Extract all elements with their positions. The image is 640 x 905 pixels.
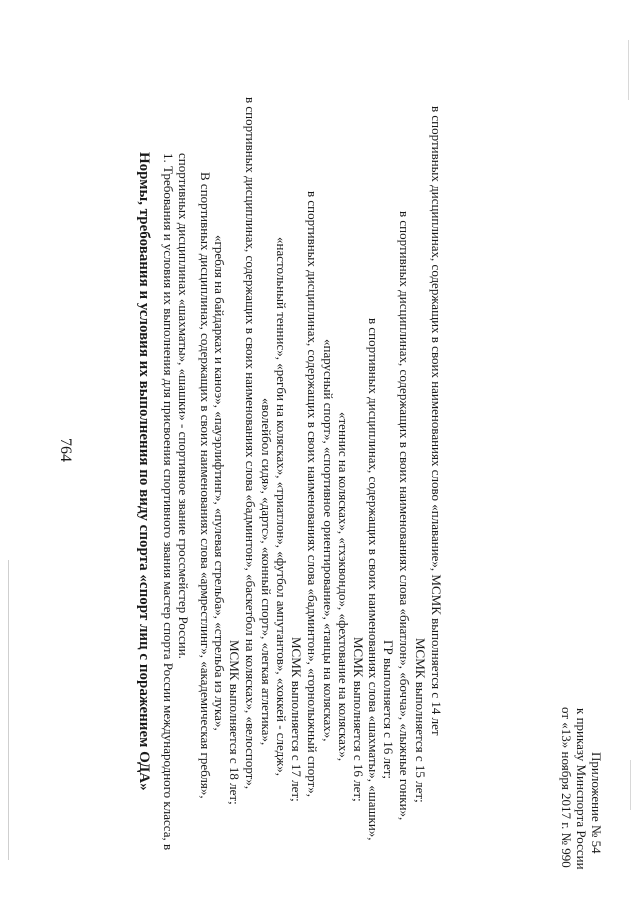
appendix-date-line: от «13» ноября 2017 г. № 990 xyxy=(559,707,574,868)
req-line-10: «теннис на колясках», «тхэквондо», «фехтование на колясках», xyxy=(336,412,351,762)
req-line-12: в спортивных дисциплинах, содержащих в своих наименованиях слова «шахматы», «шашки», xyxy=(366,318,381,841)
req-line-6: «настольный теннис», «регби на колясках», «триатлон», «футбол ампутантов», «хоккей - следж», xyxy=(274,237,289,776)
req-line-8: в спортивных дисциплинах, содержащих в своих наименованиях слова «бадминтон», «горнолыжный спорт», xyxy=(305,191,320,797)
req-line-5: «волейбол сидя», «дартс», «конный спорт», «легкая атлетика», xyxy=(259,398,274,746)
req-line-2: «гребля на байдарках и каноэ», «пауэрлифтинг», «пулевая стрельба», «стрельба из лука», xyxy=(212,235,227,731)
page-number: 764 xyxy=(57,438,74,462)
req-line-3: МСМК выполняется с 18 лет; xyxy=(227,640,242,805)
req-line-9: «парусный спорт», «спортивное ориентирование», «танцы на колясках», xyxy=(321,339,336,742)
req-line-13: ГР выполняется с 16 лет; xyxy=(381,640,396,780)
appendix-number: Приложение № 54 xyxy=(589,752,604,854)
intro-line-2: спортивных дисциплинах «шахматы», «шашки» - спортивное звание гроссмейстер России. xyxy=(176,153,191,659)
req-line-15: МСМК выполняется с 15 лет; xyxy=(413,638,428,803)
req-line-4: в спортивных дисциплинах, содержащих в своих наименованиях слова «бадминтон», «баскетбол на колясках», «велоспорт», xyxy=(243,97,258,790)
req-line-14: в спортивных дисциплинах, содержащих в своих наименованиях слова «биатлон», «бочча», «лыжные гонки», xyxy=(397,211,412,821)
req-line-1: В спортивных дисциплинах, содержащих в своих наименованиях слова «армрестлинг», «академическая гребля», xyxy=(198,172,213,799)
req-line-16: в спортивных дисциплинах, содержащих в своих наименованиях слово «плавание», МСМК выполняется с 14 лет xyxy=(429,106,444,736)
intro-line-1: 1. Требования и условия их выполнения для присвоения спортивного звания мастер спорта России международного класса, в xyxy=(161,153,176,851)
document-title: Нормы, требования и условия их выполнения по виду спорта «спорт лиц с поражением ОДА» xyxy=(136,152,152,791)
req-line-7: МСМК выполняется с 17 лет; xyxy=(289,637,304,802)
appendix-order-line: к приказу Минспорта России xyxy=(574,708,589,870)
req-line-11: МСМК выполняется с 16 лет; xyxy=(351,637,366,802)
